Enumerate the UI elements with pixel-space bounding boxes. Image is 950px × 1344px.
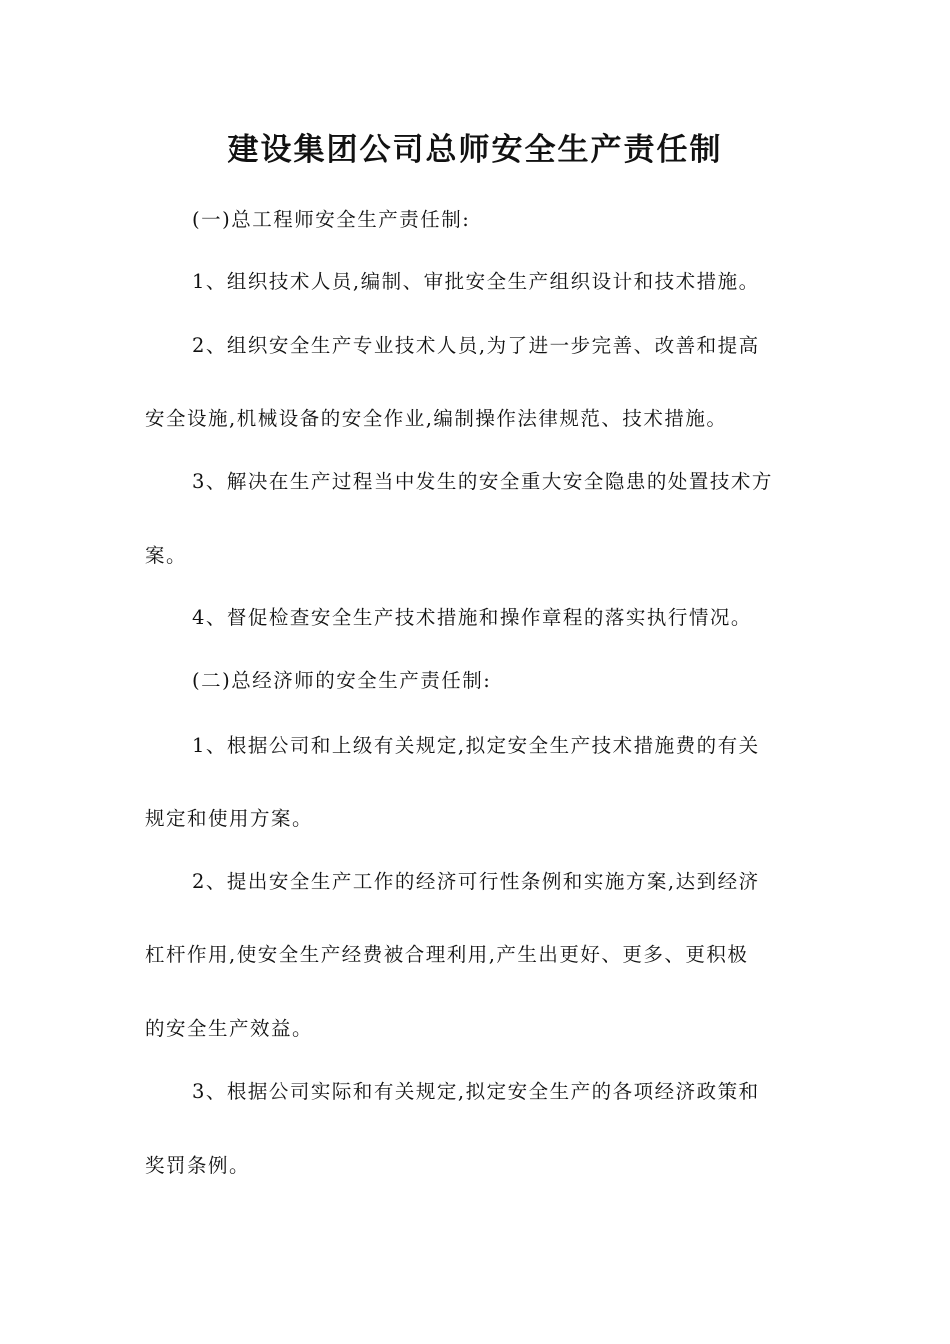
paragraph-line: 1、组织技术人员,编制、审批安全生产组织设计和技术措施。	[192, 270, 760, 293]
paragraph-line: 的安全生产效益。	[145, 1017, 314, 1040]
paragraph-line: 杠杆作用,使安全生产经费被合理利用,产生出更好、更多、更积极	[145, 943, 749, 966]
paragraph-line: 安全设施,机械设备的安全作业,编制操作法律规范、技术措施。	[145, 407, 728, 430]
paragraph-line: 1、根据公司和上级有关规定,拟定安全生产技术措施费的有关	[192, 734, 760, 757]
paragraph-line: 4、督促检查安全生产技术措施和操作章程的落实执行情况。	[192, 606, 752, 629]
paragraph-line: 2、组织安全生产专业技术人员,为了进一步完善、改善和提高	[192, 334, 760, 357]
paragraph-line: 案。	[145, 544, 188, 567]
paragraph-line: 2、提出安全生产工作的经济可行性条例和实施方案,达到经济	[192, 870, 760, 893]
page-title: 建设集团公司总师安全生产责任制	[227, 132, 723, 168]
paragraph-line: 奖罚条例。	[145, 1154, 251, 1177]
section-heading-chief-engineer: (一)总工程师安全生产责任制:	[192, 208, 471, 231]
paragraph-line: 3、解决在生产过程当中发生的安全重大安全隐患的处置技术方	[192, 470, 773, 493]
section-heading-chief-economist: (二)总经济师的安全生产责任制:	[192, 669, 492, 692]
paragraph-line: 规定和使用方案。	[145, 807, 314, 830]
paragraph-line: 3、根据公司实际和有关规定,拟定安全生产的各项经济政策和	[192, 1080, 760, 1103]
